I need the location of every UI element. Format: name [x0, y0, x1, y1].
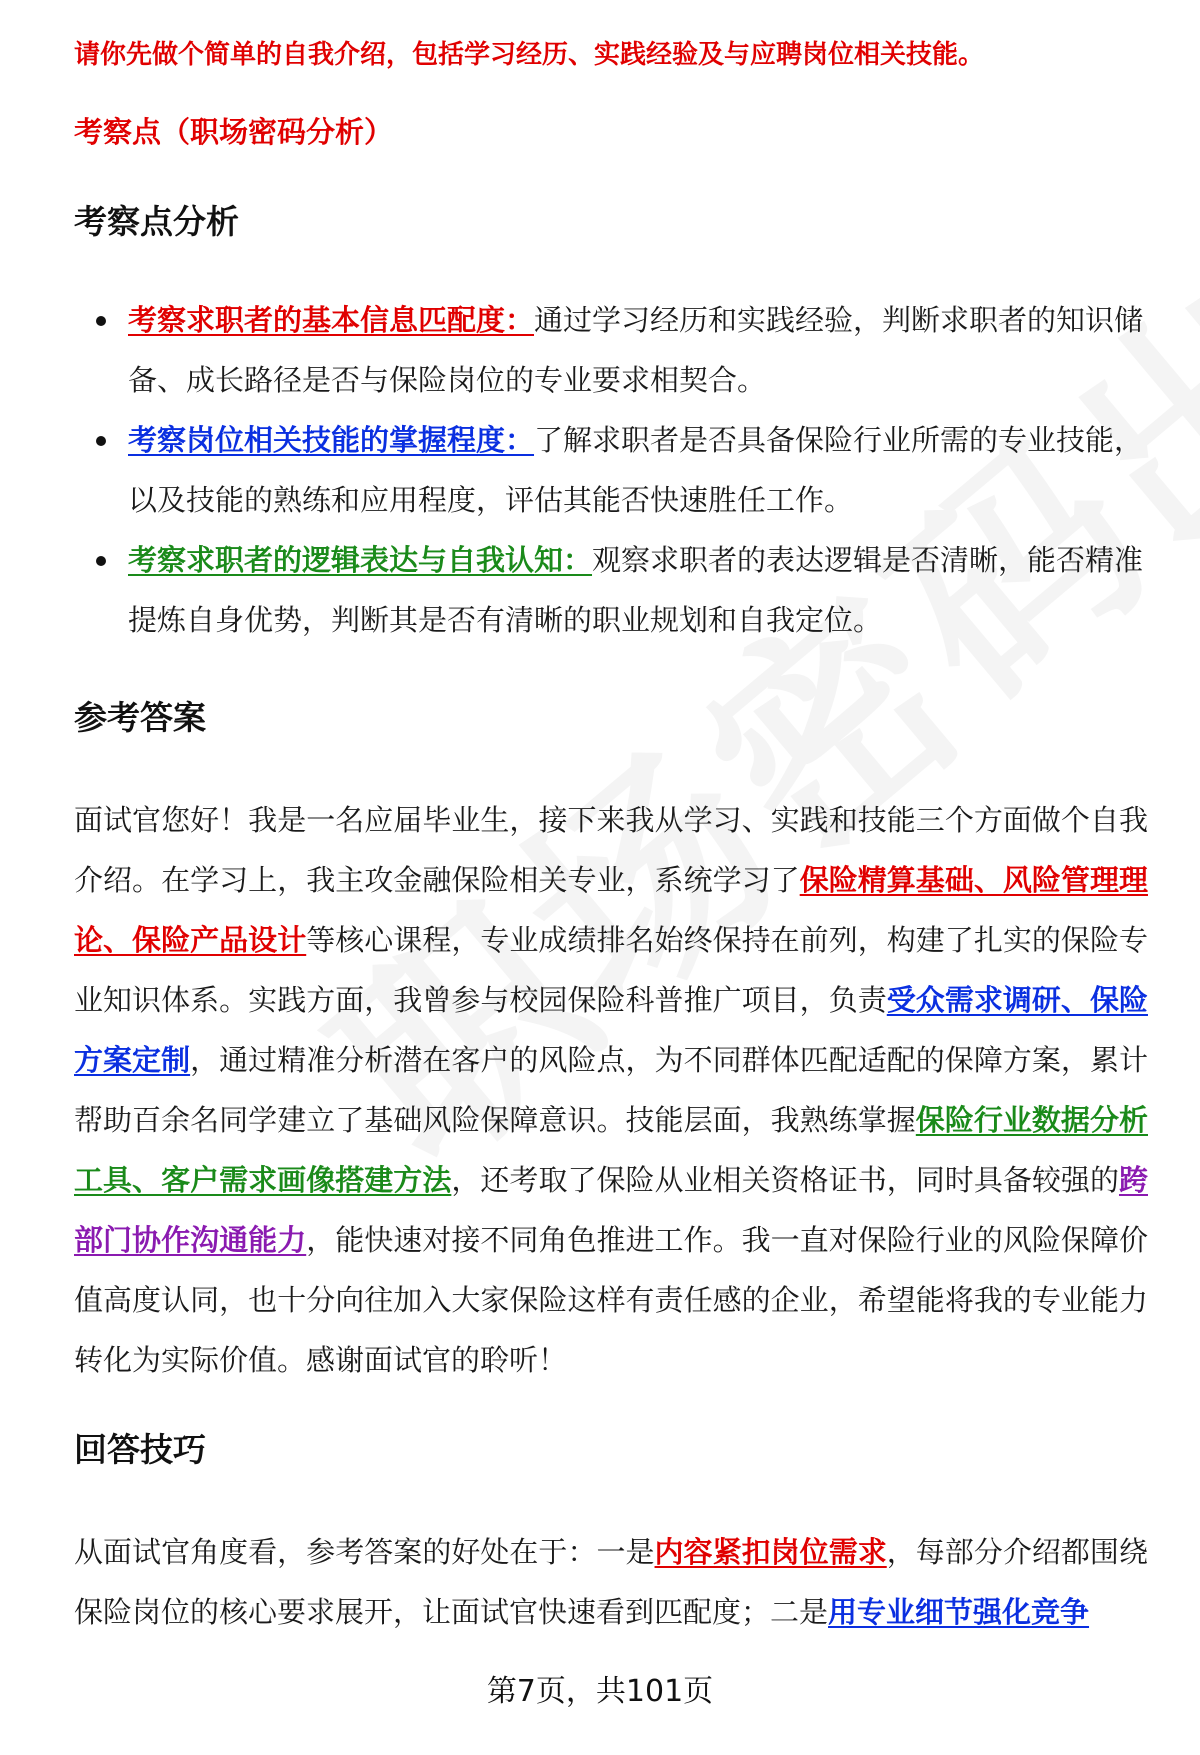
analysis-item-text: 观察求职者的表达逻辑是否清晰，能否精准提炼自身优势，判断其是否有清晰的职业规划和自我定位。 [128, 543, 1144, 637]
bullet-icon [96, 316, 106, 326]
page-number: 第7页，共101页 [486, 1674, 714, 1709]
analysis-item-text: 通过学习经历和实践经验，判断求职者的知识储备、成长路径是否与保险岗位的专业要求相契合。 [128, 303, 1144, 397]
answer-text: 等核心课程，专业成绩排名始终保持在前列，构建了扎实的保险专业知识体系。实践方面，我曾参与校园保险科普推广项目，负责 [74, 923, 1148, 1017]
tips-heading: 回答技巧 [74, 1430, 206, 1469]
answer-text: ，还考取了保险从业相关资格证书，同时具备较强的 [451, 1163, 1119, 1197]
list-item [74, 290, 1144, 410]
answer-text: 面试官您好！我是一名应届毕业生，接下来我从学习、实践和技能三个方面做个自我介绍。在学习上，我主攻金融保险相关专业，系统学习了 [74, 803, 1148, 897]
analysis-list [74, 290, 1144, 650]
answer-heading: 参考答案 [74, 698, 206, 737]
bullet-icon [96, 436, 106, 446]
analysis-item-lead: 考察岗位相关技能的掌握程度： [128, 423, 535, 457]
tips-text: 从面试官角度看，参考答案的好处在于：一是 [74, 1535, 655, 1569]
list-item [74, 530, 1144, 650]
answer-highlight: 保险精算基础、风险管理理论、保险产品设计 [74, 863, 1148, 957]
answer-text: ，能快速对接不同角色推进工作。我一直对保险行业的风险保障价值高度认同，也十分向往加入大家保险这样有责任感的企业，希望能将我的专业能力转化为实际价值。感谢面试官的聆听！ [74, 1223, 1148, 1377]
answer-highlight: 保险行业数据分析工具、客户需求画像搭建方法 [74, 1103, 1148, 1197]
answer-highlight: 受众需求调研、保险方案定制 [74, 983, 1148, 1077]
interview-question: 请你先做个简单的自我介绍，包括学习经历、实践经验及与应聘岗位相关技能。 [74, 40, 985, 70]
tips-text: ，每部分介绍都围绕保险岗位的核心要求展开，让面试官快速看到匹配度；二是 [74, 1535, 1148, 1629]
tips-highlight: 用专业细节强化竞争 [828, 1595, 1090, 1629]
list-item [74, 410, 1144, 530]
tips-paragraph [74, 1522, 1148, 1642]
answer-paragraph [74, 790, 1148, 1390]
bullet-icon [96, 556, 106, 566]
answer-highlight: 跨部门协作沟通能力 [74, 1163, 1148, 1257]
analysis-item-lead: 考察求职者的基本信息匹配度： [128, 303, 535, 337]
analysis-item-text: 了解求职者是否具备保险行业所需的专业技能，以及技能的熟练和应用程度，评估其能否快速胜任工作。 [128, 423, 1144, 517]
kaochadian-label: 考察点（职场密码分析） [74, 115, 394, 149]
tips-highlight: 内容紧扣岗位需求 [654, 1535, 887, 1569]
answer-text: ，通过精准分析潜在客户的风险点，为不同群体匹配适配的保障方案，累计帮助百余名同学建立了基础风险保障意识。技能层面，我熟练掌握 [74, 1043, 1148, 1137]
analysis-item-lead: 考察求职者的逻辑表达与自我认知： [128, 543, 593, 577]
analysis-heading: 考察点分析 [74, 202, 239, 241]
